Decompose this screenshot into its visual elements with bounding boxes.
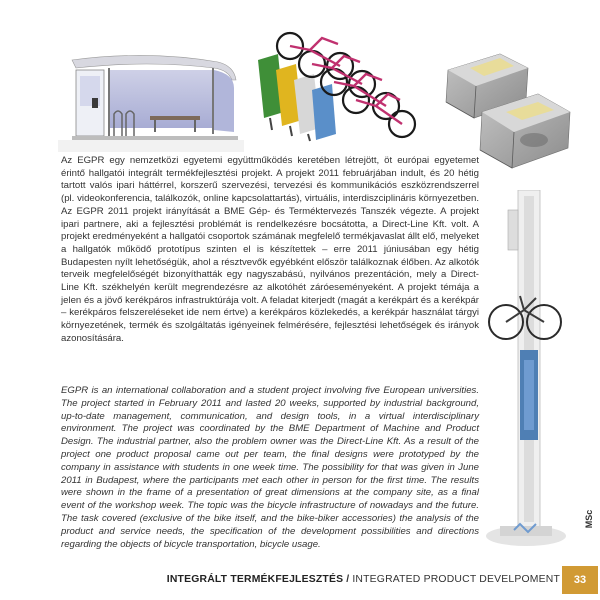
bike-tower-image — [480, 190, 570, 552]
page-number: 33 — [562, 566, 598, 594]
footer-title-english: INTEGRATED PRODUCT DEVELPOMENT — [352, 574, 560, 585]
side-label-msc: MSc — [584, 509, 594, 529]
footer-separator: / — [346, 574, 350, 585]
footer-title — [0, 570, 560, 590]
footer-title-hungarian: INTEGRÁLT TERMÉKFEJLESZTÉS — [166, 574, 344, 585]
body-text-english: EGPR is an international collaboration and a student project involving five European universities. The project started in February 2011 and lasted 20 weeks, supported by industrial background, up-to-date management, communication, and design tools, in a virtual interdisciplinary environment. The project was coordinated by the BME Department of Machine and Product Design. The industrial partner, also the problem owner was the Direct-Line Kft. As a result of the project one product proposal came out per team, the final designs were prototyped by the company in assistance with students in one week time. The possibility for that was given in June 2011 in Budapest, where the participants met each other in person for the first time. The results were shown in the frame of a presentation of great dimensions at the company site, as a final event of the workshop week. The topic was the bicycle infrastructure of nowadays and the future. The task covered (exclusive of the bike itself, and the bike-biker accessories) the analysis of the product and service needs, the specification of the development possibilities and directions regarding the objects of bicycle transportation, bicycle usage. — [61, 385, 479, 550]
bicycle-rack-image — [250, 20, 420, 142]
body-text-hungarian: Az EGPR egy nemzetközi egyetemi együttműködés keretében létrejött, öt európai egyetemet érintő hallgatói integrált termékfejlesztési projekt. A projekt 2011 februárjában indult, és 20 hétig tartott valós ipari háttérrel, korszerű szervezési, tervezési és kommunikációs eszközrendszerrel (pl. videokonferencia, találkozók, online kapcsolattartás), virtuális, interdiszciplináris környezetben. Az EGPR 2011 projekt irányítását a BME Gép- és Terméktervezés Tanszék végezte. A projekt ipari partnere, aki a fejlesztési problémát is rendelkezésre bocsátotta, a Direct-Line Kft. volt. A projekt eredményeként a hallgatói csoportok számának megfelelő termékjavaslat állt elő, melyeket a hallgatók működő prototípus szinten el is készítettek – erre 2011 júniusában egy hétig Budapesten nyílt lehetőségük, ahol a résztvevők egyébként először találkoznak élőben. Az alkotók terveik megfelelőségét bizonyíthatták egy nagyszabású, nyilvános prezentáción, mely a Direct-Line Kft. székhelyén került megrendezésre az alkotóhét záróeseményeként. A projekt témája a jelen és a jövő kerékpáros infrastruktúrája volt. A feladat kiterjedt (magát a kerékpárt és a kerékpár – kerékpáros felszereléseket ide nem értve) a kerékpáros közlekedés, a kerékpár használat tárgyi környezetének, termék és szolgáltatás igényeinek felmérésére, fejlesztési lehetőségek és irányok azonosítására. — [61, 155, 479, 344]
bus-shelter-image — [58, 40, 244, 152]
